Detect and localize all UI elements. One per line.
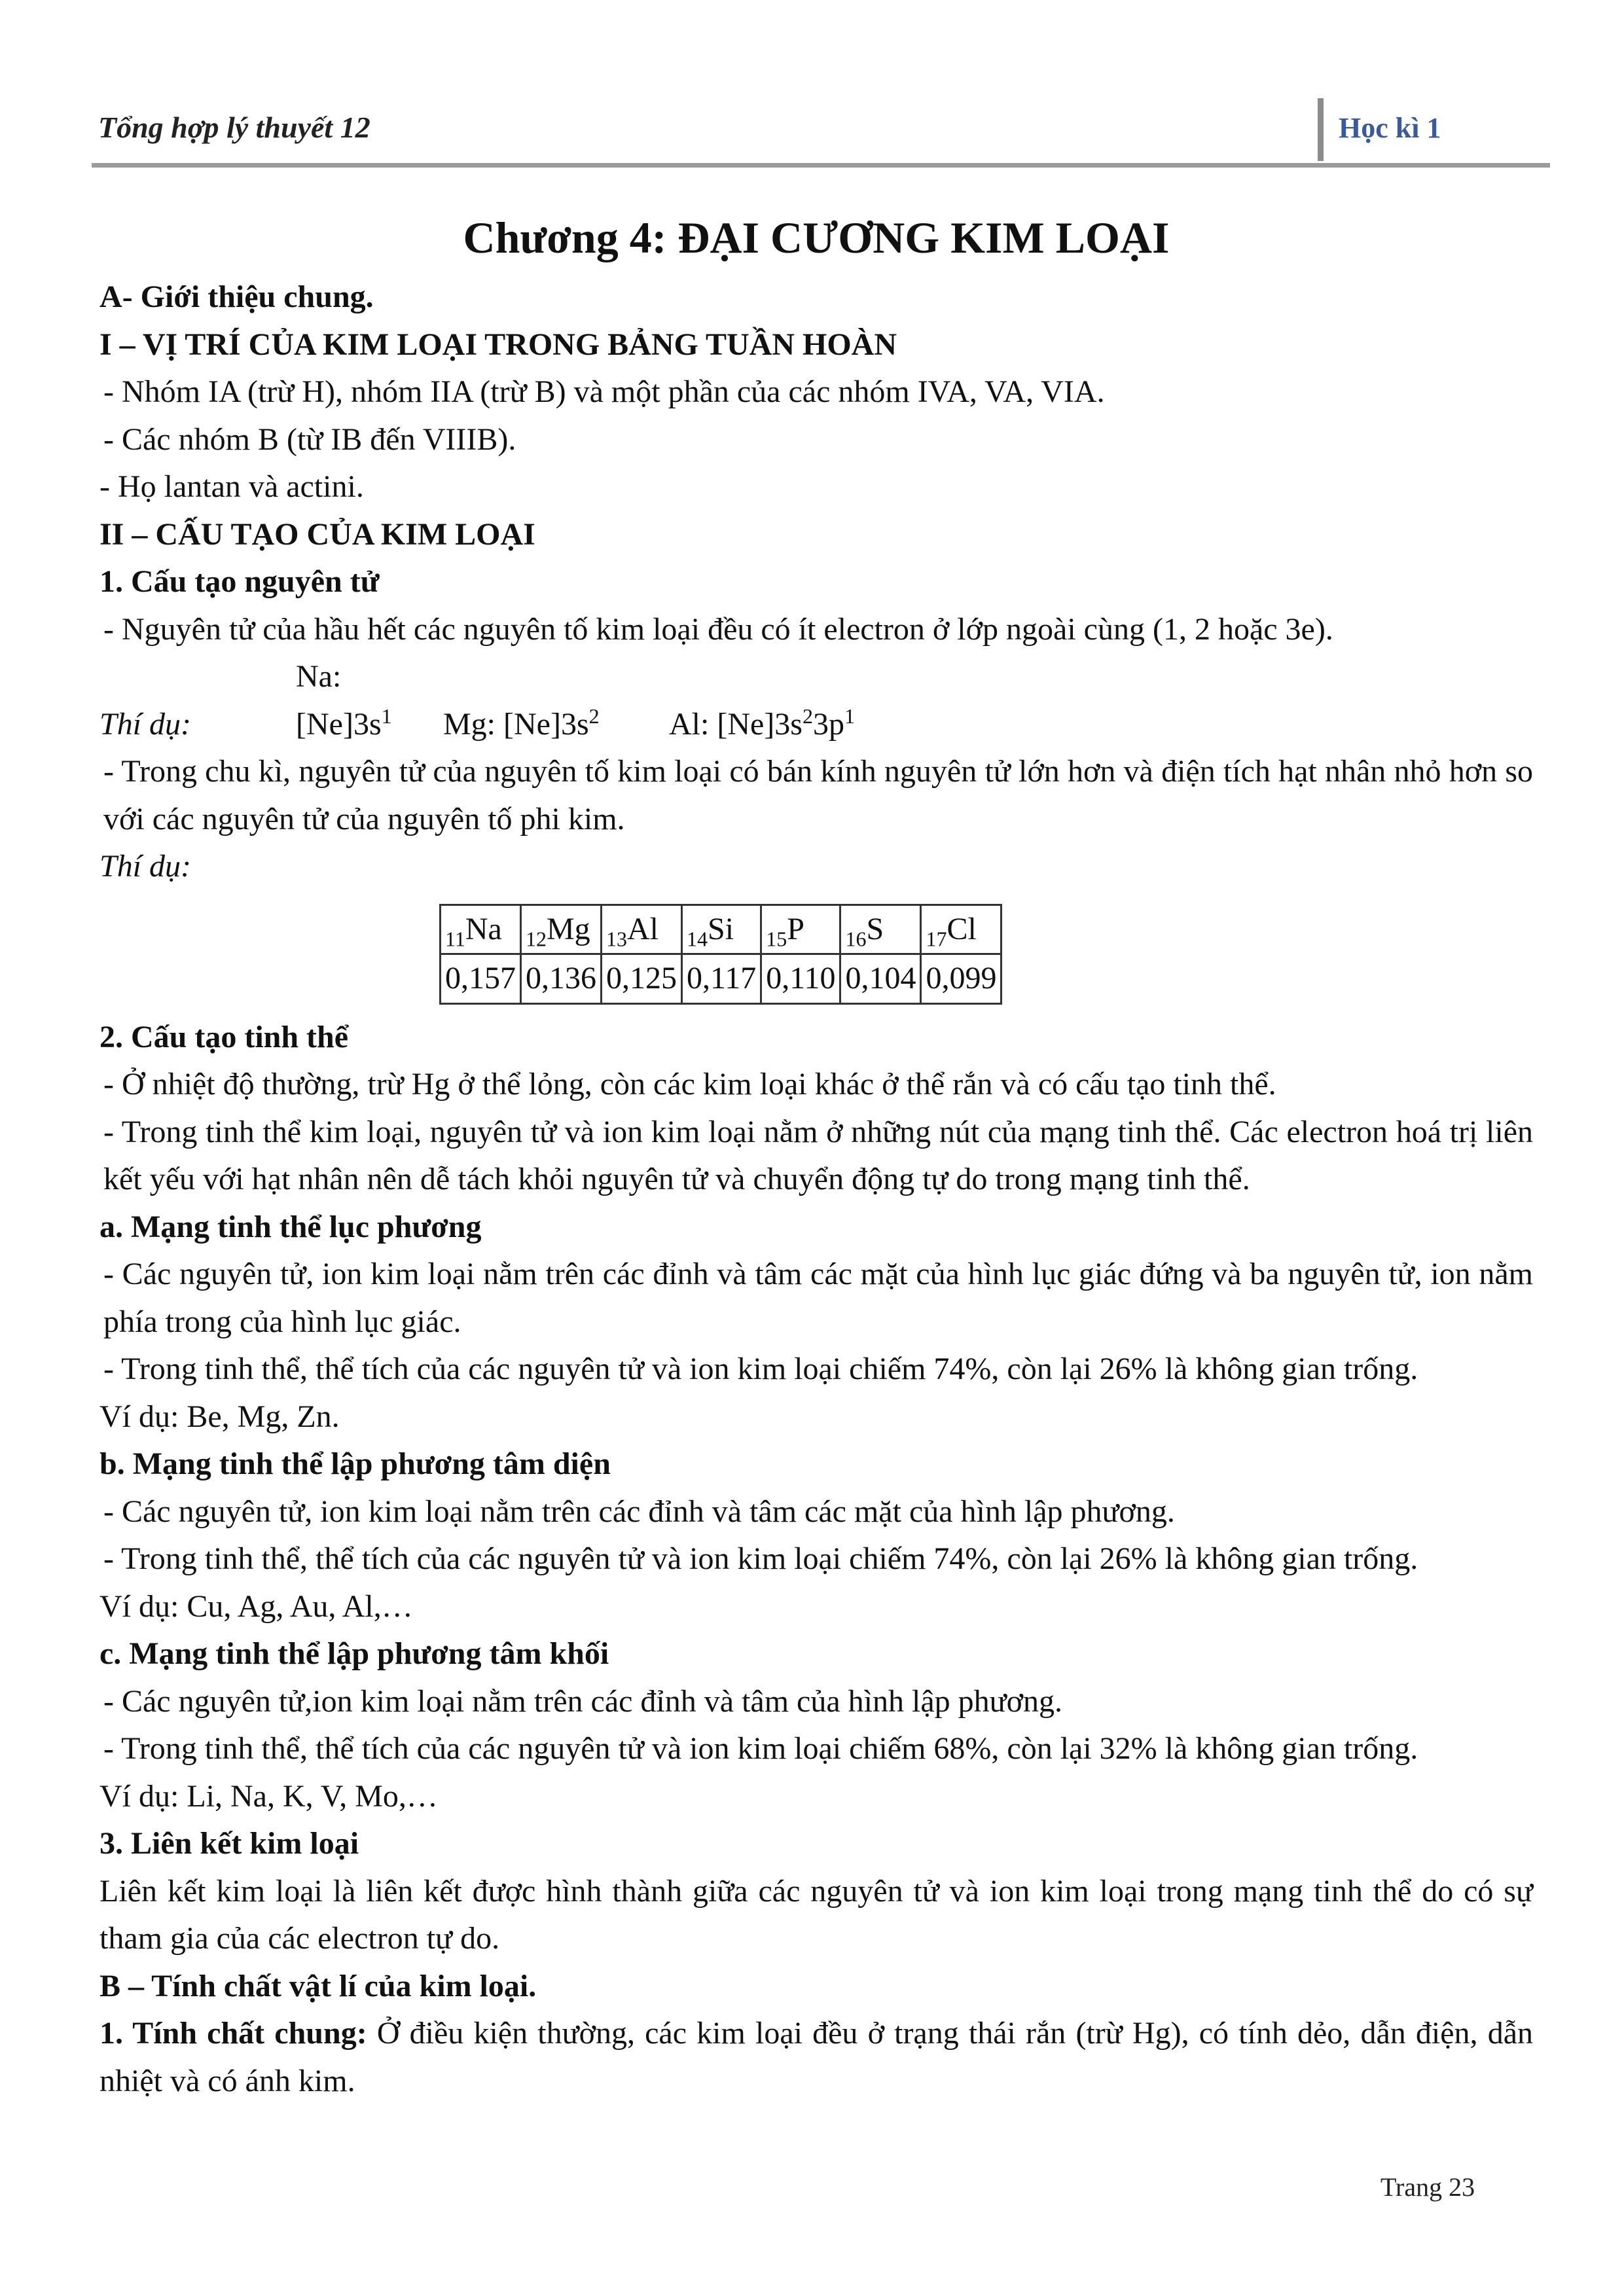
table-cell-radius: 0,110 (761, 954, 840, 1004)
fcc-line: - Các nguyên tử, ion kim loại nằm trên các đỉnh và tâm các mặt của hình lập phương. (103, 1494, 1175, 1529)
table-cell-element: $_{15}$P (761, 905, 840, 954)
metallic-bond-heading: 3. Liên kết kim loại (99, 1826, 359, 1861)
table-cell-radius: 0,136 (521, 954, 602, 1004)
hexagonal-line: - Các nguyên tử, ion kim loại nằm trên các đỉnh và tâm các mặt của hình lục giác đứng và ba nguyên tử, ion nằm phía trong của hình lục giác. (103, 1257, 1533, 1339)
table-row-elements (441, 905, 1001, 954)
bcc-example: Ví dụ: Li, Na, K, V, Mo,… (99, 1778, 438, 1814)
table-cell-element: $_{11}$Na (441, 905, 521, 954)
crystal-line: - Ở nhiệt độ thường, trừ Hg ở thể lỏng, còn các kim loại khác ở thể rắn và có cấu tạo tinh thể. (103, 1067, 1276, 1102)
example-label: Thí dụ: (99, 849, 192, 884)
example-label: Thí dụ: (99, 706, 192, 742)
table-cell-radius: 0,099 (921, 954, 1001, 1004)
crystal-structure-heading: 2. Cấu tạo tinh thể (99, 1019, 349, 1054)
general-properties: 1. Tính chất chung: Ở điều kiện thường, các kim loại đều ở trạng thái rắn (trừ Hg), có tính dẻo, dẫn điện, dẫn nhiệt và có ánh kim. (99, 2016, 1533, 2098)
fcc-line: - Trong tinh thể, thể tích của các nguyên tử và ion kim loại chiếm 74%, còn lại 26% là không gian trống. (103, 1541, 1418, 1576)
chapter-title: Chương 4: ĐẠI CƯƠNG KIM LOẠI (463, 213, 1170, 262)
section-1-heading: I – VỊ TRÍ CỦA KIM LOẠI TRONG BẢNG TUẦN HOÀN (99, 327, 897, 362)
header-rule (92, 163, 1550, 168)
header-title: Tổng hợp lý thuyết 12 (98, 111, 370, 144)
page-number: Trang 23 (1380, 2172, 1475, 2202)
bcc-heading: c. Mạng tinh thể lập phương tâm khối (99, 1636, 609, 1671)
page-header (92, 98, 1550, 161)
position-line: - Họ lantan và actini. (99, 469, 364, 504)
table-cell-radius: 0,157 (441, 954, 521, 1004)
table-cell-element: $_{13}$Al (602, 905, 682, 954)
table-cell-element: $_{17}$Cl (921, 905, 1001, 954)
page-content (99, 202, 1533, 2105)
table-cell-element: $_{14}$Si (682, 905, 761, 954)
config-example-row (99, 653, 1533, 748)
position-line: - Các nhóm B (từ IB đến VIIIB). (103, 422, 516, 457)
metallic-bond-text: Liên kết kim loại là liên kết được hình thành giữa các nguyên tử và ion kim loại trong mạng tinh thể do có sự tham gia của các electron tự do. (99, 1873, 1533, 1956)
table-cell-element: $_{16}$S (840, 905, 921, 954)
atomic-radius-table (439, 904, 1002, 1005)
hexagonal-example: Ví dụ: Be, Mg, Zn. (99, 1399, 340, 1434)
bcc-line: - Các nguyên tử,ion kim loại nằm trên các đỉnh và tâm của hình lập phương. (103, 1683, 1063, 1719)
config-mg: Mg: $[Ne]3s^2$ (443, 704, 600, 742)
table-row-radii (441, 954, 1001, 1004)
header-separator (1318, 98, 1324, 161)
section-2-heading: II – CẤU TẠO CỦA KIM LOẠI (99, 516, 535, 552)
config-na: Na: $[Ne]3s^1$ (296, 659, 392, 742)
table-cell-element: $_{12}$Mg (521, 905, 602, 954)
bcc-line: - Trong tinh thể, thể tích của các nguyên tử và ion kim loại chiếm 68%, còn lại 32% là không gian trống. (103, 1731, 1418, 1766)
hexagonal-heading: a. Mạng tinh thể lục phương (99, 1209, 482, 1244)
header-term: Học kì 1 (1339, 112, 1441, 144)
atom-structure-heading: 1. Cấu tạo nguyên tử (99, 564, 380, 599)
table-cell-radius: 0,117 (682, 954, 761, 1004)
fcc-heading: b. Mạng tinh thể lập phương tâm diện (99, 1446, 611, 1481)
section-a-heading: A- Giới thiệu chung. (99, 279, 374, 314)
fcc-example: Ví dụ: Cu, Ag, Au, Al,… (99, 1588, 413, 1624)
table-cell-radius: 0,104 (840, 954, 921, 1004)
hexagonal-line: - Trong tinh thể, thể tích của các nguyên tử và ion kim loại chiếm 74%, còn lại 26% là không gian trống. (103, 1352, 1418, 1386)
section-b-heading: B – Tính chất vật lí của kim loại. (99, 1968, 537, 2003)
atom-structure-line: - Nguyên tử của hầu hết các nguyên tố kim loại đều có ít electron ở lớp ngoài cùng (1, 2 hoặc 3e). (103, 611, 1333, 647)
position-line: - Nhóm IA (trừ H), nhóm IIA (trừ B) và một phần của các nhóm IVA, VA, VIA. (103, 374, 1105, 409)
table-cell-radius: 0,125 (602, 954, 682, 1004)
atom-structure-line: - Trong chu kì, nguyên tử của nguyên tố kim loại có bán kính nguyên tử lớn hơn và điện tích hạt nhân nhỏ hơn so với các nguyên tử của nguyên tố phi kim. (103, 754, 1533, 836)
config-al: Al: $[Ne]3s^23p^1$ (669, 704, 855, 742)
crystal-line: - Trong tinh thể kim loại, nguyên tử và ion kim loại nằm ở những nút của mạng tinh thể. Các electron hoá trị liên kết yếu với hạt nhân nên dễ tách khỏi nguyên tử và chuyển động tự do trong mạng tinh thể. (103, 1114, 1533, 1196)
